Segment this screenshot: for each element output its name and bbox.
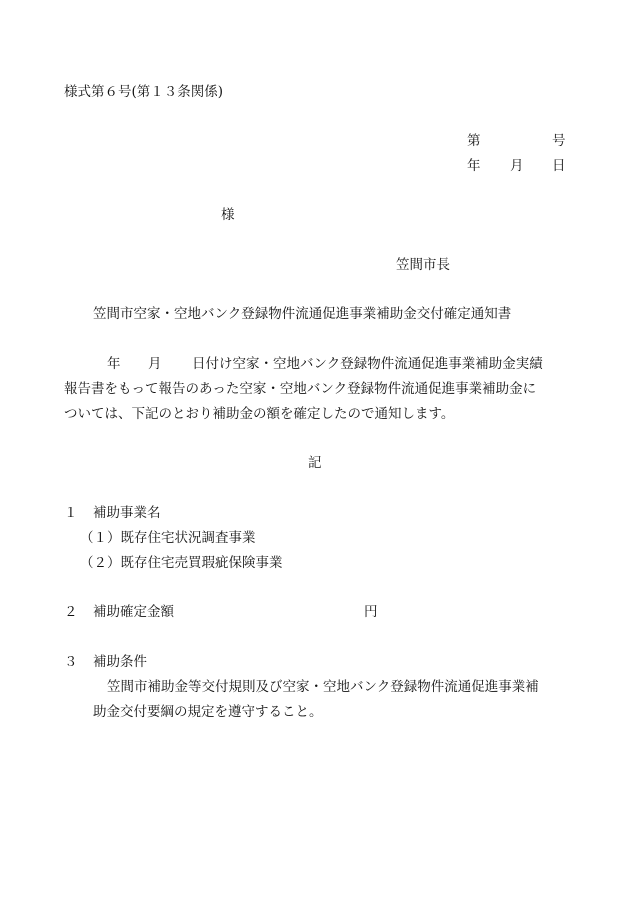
item-1-sub-1: （１）既存住宅状況調査事業 <box>80 530 256 546</box>
date-month: 月 <box>510 158 524 174</box>
item-3-line-1: 笠間市補助金等交付規則及び空家・空地バンク登録物件流通促進事業補 <box>107 679 539 695</box>
form-number: 様式第６号(第１３条関係) <box>64 84 224 100</box>
item-3-line-2: 助金交付要綱の規定を遵守すること。 <box>93 704 323 720</box>
body-line-3: ついては、下記のとおり補助金の額を確定したので通知します。 <box>64 406 455 422</box>
date-day: 日 <box>552 158 566 174</box>
doc-number-suffix: 号 <box>552 133 566 149</box>
item-2-number: ２ <box>64 604 78 620</box>
body-month: 月 <box>148 356 162 372</box>
item-1-label: 補助事業名 <box>93 505 161 521</box>
date-year: 年 <box>467 158 481 174</box>
body-line-2: 報告書をもって報告のあった空家・空地バンク登録物件流通促進事業補助金に <box>64 381 537 397</box>
ki-heading: 記 <box>308 455 322 471</box>
body-line-1: 日付け空家・空地バンク登録物件流通促進事業補助金実績 <box>192 356 543 372</box>
item-1-number: １ <box>64 505 78 521</box>
addressee-suffix: 様 <box>221 207 235 223</box>
document-title: 笠間市空家・空地バンク登録物件流通促進事業補助金交付確定通知書 <box>93 306 512 322</box>
item-3-number: ３ <box>64 654 78 670</box>
item-2-unit: 円 <box>364 604 378 620</box>
body-year: 年 <box>107 356 121 372</box>
item-2-label: 補助確定金額 <box>93 604 174 620</box>
item-1-sub-2: （２）既存住宅売買瑕疵保険事業 <box>80 555 283 571</box>
issuer-name: 笠間市長 <box>396 257 450 273</box>
item-3-label: 補助条件 <box>93 654 147 670</box>
doc-number-prefix: 第 <box>467 133 481 149</box>
